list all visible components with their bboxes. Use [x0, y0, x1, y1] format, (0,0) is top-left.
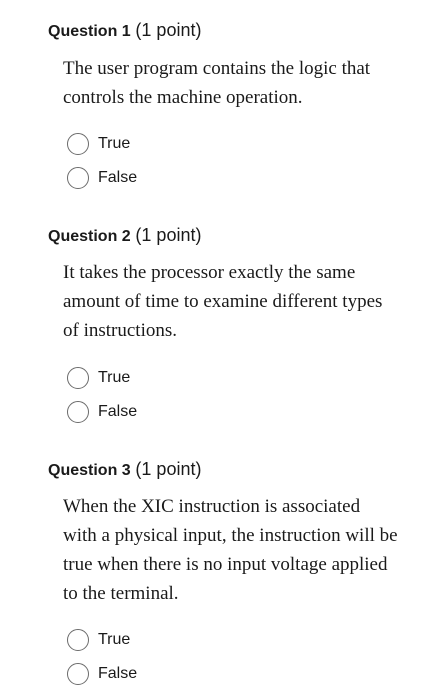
option-false[interactable]	[67, 165, 137, 191]
option-true[interactable]	[67, 627, 130, 653]
option-label: False	[98, 169, 138, 186]
option-label: True	[98, 135, 131, 152]
radio-unselected-icon[interactable]	[67, 133, 89, 155]
option-false[interactable]	[67, 399, 137, 425]
question-text: It takes the processor exactly the same amount of time to examine different types of instructions.	[63, 262, 383, 341]
question-header	[48, 18, 201, 44]
question-text: When the XIC instruction is associated with a physical input, the instruction will be true when there is no input voltage applied to the terminal.	[63, 496, 398, 604]
question-header	[48, 223, 201, 249]
option-label: True	[98, 369, 131, 386]
radio-unselected-icon[interactable]	[67, 367, 89, 389]
question-text: The user program contains the logic that controls the machine operation.	[63, 58, 371, 108]
option-label: False	[98, 403, 138, 420]
question-header	[48, 457, 201, 483]
question-points: (1 point)	[135, 20, 202, 40]
option-label: True	[98, 631, 131, 648]
radio-unselected-icon[interactable]	[67, 663, 89, 685]
question-title: Question 1	[48, 23, 131, 40]
option-false[interactable]	[67, 661, 137, 687]
question-title: Question 2	[48, 228, 131, 245]
radio-unselected-icon[interactable]	[67, 629, 89, 651]
question-points: (1 point)	[135, 225, 202, 245]
question-title: Question 3	[48, 462, 131, 479]
radio-unselected-icon[interactable]	[67, 401, 89, 423]
question-points: (1 point)	[135, 459, 202, 479]
option-label: False	[98, 665, 138, 682]
radio-unselected-icon[interactable]	[67, 167, 89, 189]
option-true[interactable]	[67, 131, 130, 157]
option-true[interactable]	[67, 365, 130, 391]
